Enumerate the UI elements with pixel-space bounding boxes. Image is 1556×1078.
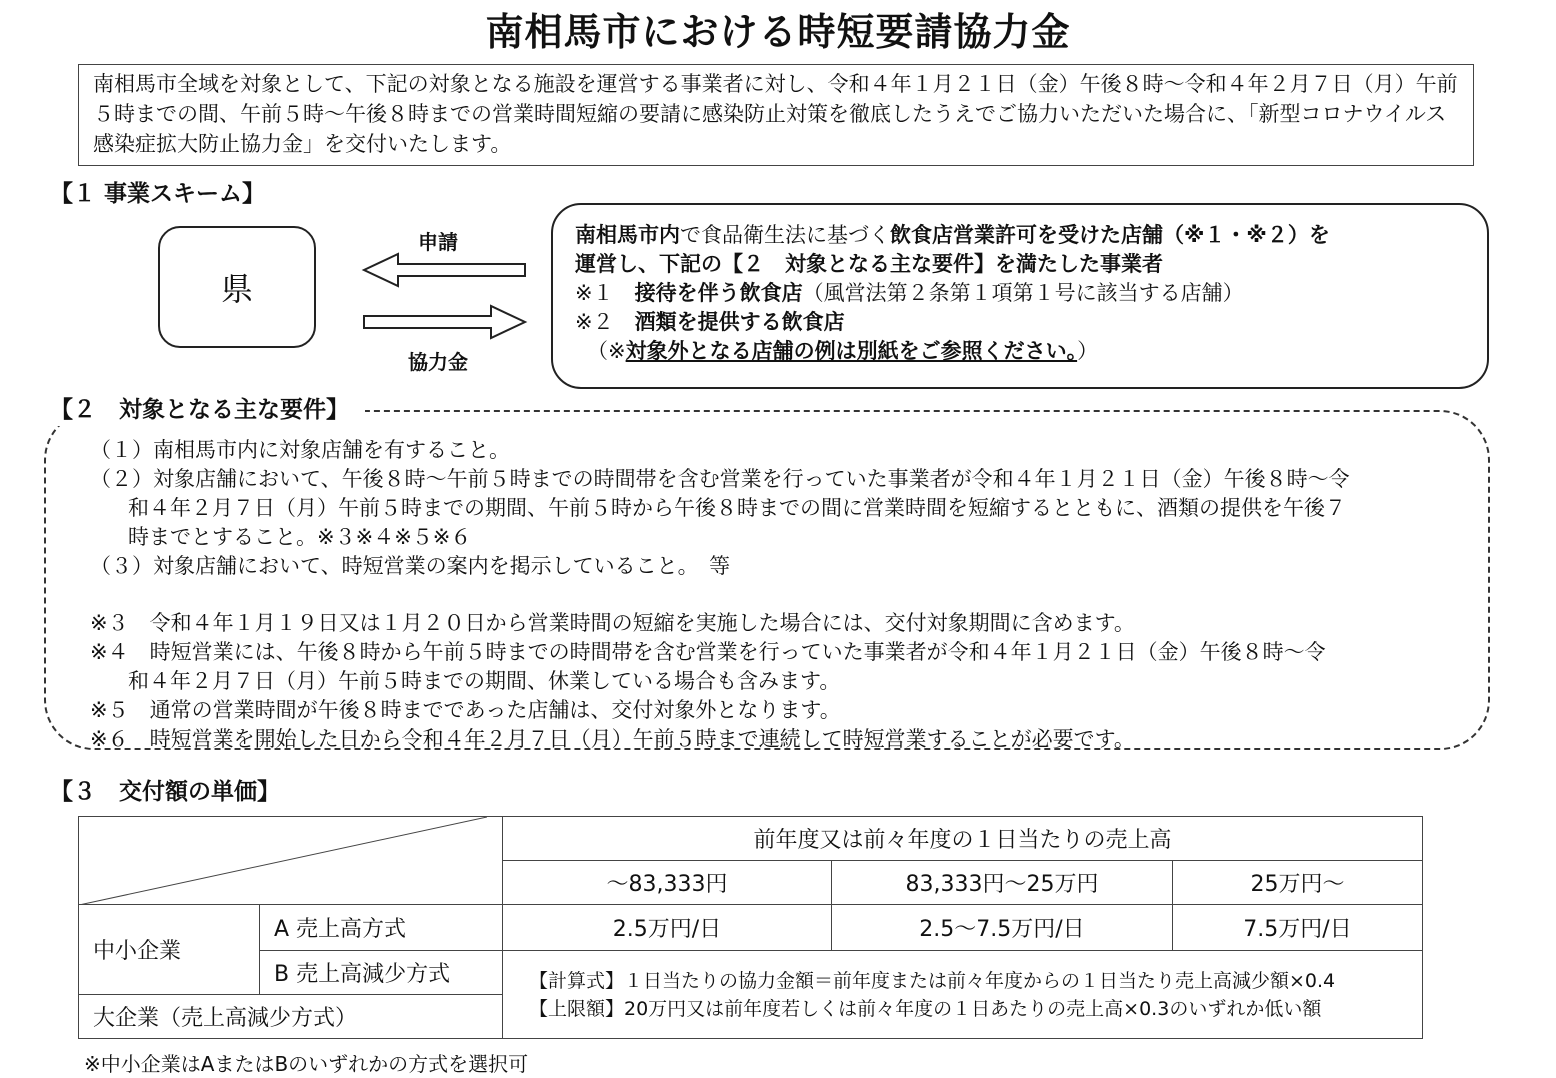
rate-a-1: 2.5万円/日 — [503, 905, 832, 951]
footnote: ※中小企業はAまたはBのいずれかの方式を選択可 — [84, 1052, 529, 1076]
rate-a-2: 2.5～7.5万円/日 — [832, 905, 1173, 951]
formula-cell — [503, 951, 1423, 1039]
note1-mark: ※１ — [575, 281, 635, 305]
paren-close: ） — [1077, 339, 1099, 363]
formula-text: 【計算式】１日当たりの協力金額＝前年度または前々年度からの１日当たり売上高減少額×0.4 — [529, 969, 1336, 992]
note-4a: ※４ 時短営業には、午後８時から午前５時までの時間帯を含む営業を行っていた事業者が令和４年１月２１日（金）午後８時～令 — [90, 640, 1326, 664]
payment-label: 協力金 — [408, 350, 468, 374]
section3-title: 【３ 交付額の単価】 — [50, 779, 280, 805]
col-header-2: 83,333円～25万円 — [832, 861, 1173, 905]
cap-text: 【上限額】20万円又は前年度若しくは前々年度の１日あたりの売上高×0.3のいずれか低い額 — [529, 997, 1322, 1020]
col-header-1: ～83,333円 — [503, 861, 832, 905]
law-label: で食品衛生法に基づく — [680, 223, 890, 247]
note1-title: 接待を伴う飲食店 — [634, 281, 803, 305]
note2-title: 酒類を提供する飲食店 — [634, 310, 845, 334]
page-title: 南相馬市における時短要請協力金 — [485, 10, 1071, 54]
paren-open: （※ — [587, 339, 626, 363]
prefecture-box: 県 — [158, 226, 316, 348]
requirement-3: （３）対象店舗において、時短営業の案内を掲示していること。 等 — [90, 554, 731, 578]
requirement-1: （１）南相馬市内に対象店舗を有すること。 — [90, 438, 510, 462]
exclusion-link[interactable]: 対象外となる店舗の例は別紙をご参照ください。 — [625, 339, 1078, 363]
eligible-business-box — [551, 203, 1489, 389]
row-header-a: A 売上高方式 — [260, 905, 503, 951]
sales-header: 前年度又は前々年度の１日当たりの売上高 — [503, 817, 1423, 861]
requirement-2b: 和４年２月７日（月）午前５時までの期間、午前５時から午後８時までの間に営業時間を短縮するとともに、酒類の提供を午後７ — [128, 496, 1346, 520]
rate-a-3: 7.5万円/日 — [1173, 905, 1423, 951]
note-5: ※５ 通常の営業時間が午後８時までであった店舗は、交付対象外となります。 — [90, 698, 841, 722]
col-header-3: 25万円～ — [1173, 861, 1423, 905]
note1-detail: （風営法第２条第１項第１号に該当する店舗） — [802, 281, 1244, 305]
note-4b: 和４年２月７日（月）午前５時までの期間、休業している場合も含みます。 — [128, 669, 841, 693]
permit-label: 飲食店営業許可を受けた店舗（※１・※２）を — [890, 223, 1330, 247]
row-header-sme: 中小企業 — [79, 905, 260, 995]
requirements-list — [90, 436, 1470, 754]
diagonal-line-icon — [79, 817, 487, 905]
operator-label: 運営し、下記の【２ 対象となる主な要件】を満たした事業者 — [575, 252, 1163, 276]
row-header-large: 大企業（売上高減少方式） — [79, 995, 503, 1039]
section2-title: 【２ 対象となる主な要件】 — [50, 394, 365, 426]
requirement-2a: （２）対象店舗において、午後８時～午前５時までの時間帯を含む営業を行っていた事業者が令和４年１月２１日（金）午後８時～令 — [90, 467, 1350, 491]
diagonal-header-cell — [79, 817, 503, 905]
section1-title: 【１ 事業スキーム】 — [50, 181, 266, 207]
rate-table — [78, 816, 1423, 1039]
requirement-2c: 時までとすること。※３※４※５※６ — [128, 525, 472, 549]
city-label: 南相馬市内 — [575, 223, 680, 247]
apply-label: 申請 — [418, 230, 458, 254]
row-header-b: B 売上高減少方式 — [260, 951, 503, 995]
note-6: ※６ 時短営業を開始した日から令和４年２月７日（月）午前５時まで連続して時短営業することが必要です。 — [90, 727, 1135, 751]
note2-mark: ※２ — [575, 310, 635, 334]
note-3: ※３ 令和４年１月１９日又は１月２０日から営業時間の短縮を実施した場合には、交付対象期間に含めます。 — [90, 611, 1135, 635]
intro-text: 南相馬市全域を対象として、下記の対象となる施設を運営する事業者に対し、令和４年１月２１日（金）午後８時～令和４年２月７日（月）午前５時までの間、午前５時～午後８時までの営業時間短縮の要請に感染防止対策を徹底したうえでご協力いただいた場合に、「新型コロナウイルス感染症拡大防止協力金」を交付いたします。 — [78, 64, 1474, 166]
scheme-arrows-icon — [360, 252, 530, 350]
